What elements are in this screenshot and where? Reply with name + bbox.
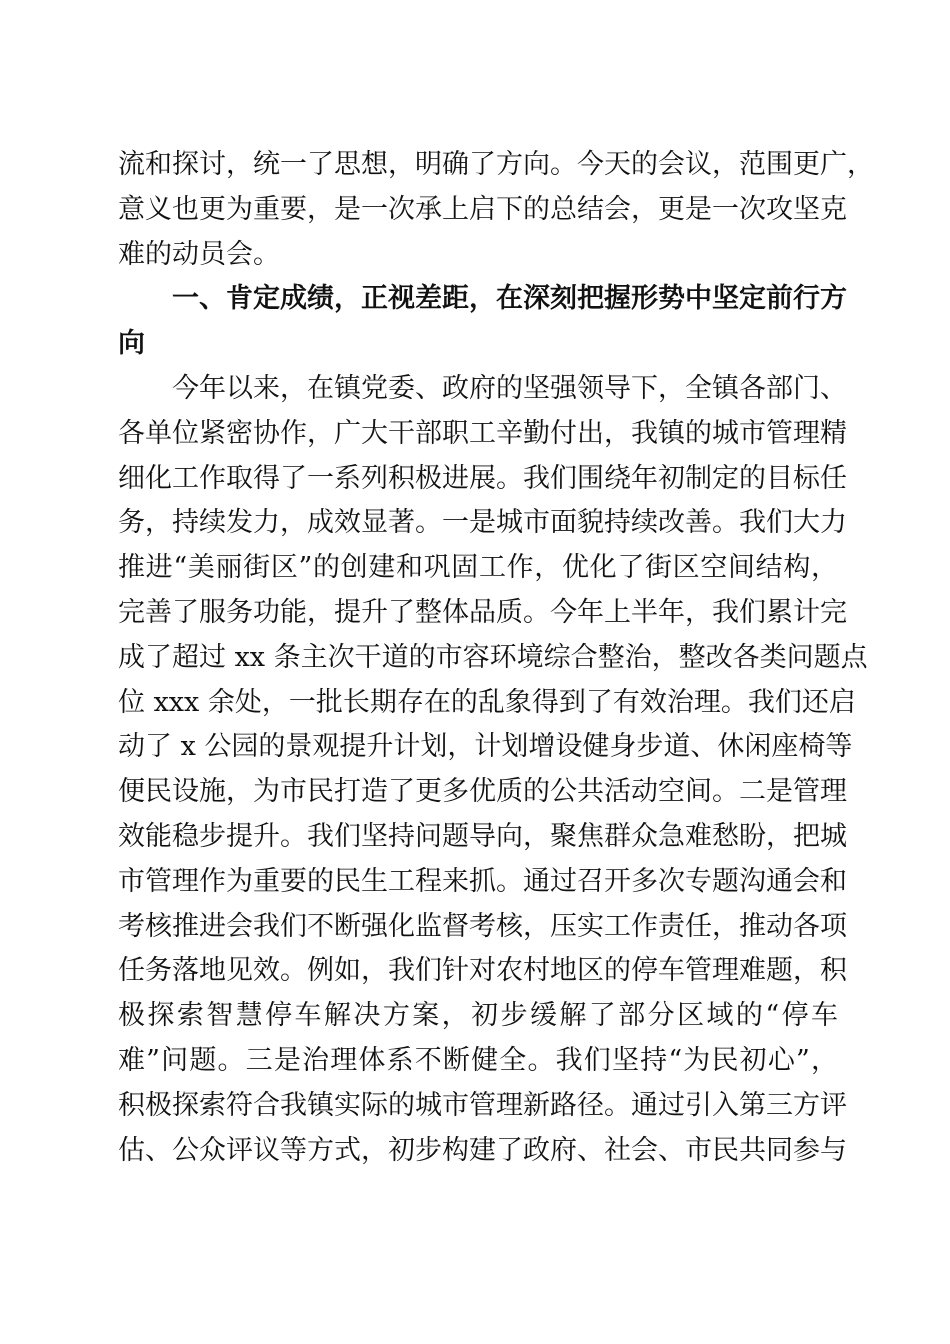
text-line: 位 xxx 余处，一批长期存在的乱象得到了有效治理。我们还启 (118, 686, 856, 718)
text-line: 便民设施，为市民打造了更多优质的公共活动空间。二是管理 (118, 776, 847, 808)
text-line: 估、公众评议等方式，初步构建了政府、社会、市民共同参与 (118, 1134, 847, 1166)
text-line: 极探索智慧停车解决方案，初步缓解了部分区域的“停车 (118, 1000, 838, 1032)
text-line: 市管理作为重要的民生工程来抓。通过召开多次专题沟通会和 (118, 865, 847, 897)
text-line: 效能稳步提升。我们坚持问题导向，聚焦群众急难愁盼，把城 (118, 820, 847, 852)
text-line: 成了超过 xx 条主次干道的市容环境综合整治，整改各类问题点 (118, 641, 868, 673)
text-line: 流和探讨，统一了思想，明确了方向。今天的会议，范围更广， (118, 149, 874, 180)
text-line: 任务落地见效。例如，我们针对农村地区的停车管理难题，积 (118, 955, 847, 987)
text-line: 务，持续发力，成效显著。一是城市面貌持续改善。我们大力 (118, 507, 847, 539)
paragraph-first-line: 今年以来，在镇党委、政府的坚强领导下，全镇各部门、 (172, 372, 847, 404)
document-body (118, 143, 874, 1173)
section-heading: 一、肯定成绩，正视差距，在深刻把握形势中坚定前行方 (172, 283, 847, 315)
text-line: 细化工作取得了一系列积极进展。我们围绕年初制定的目标任 (118, 462, 847, 494)
text-line: 难”问题。三是治理体系不断健全。我们坚持“为民初心”， (118, 1044, 838, 1076)
text-line: 完善了服务功能，提升了整体品质。今年上半年，我们累计完 (118, 596, 847, 628)
text-line: 考核推进会我们不断强化监督考核，压实工作责任，推动各项 (118, 910, 847, 942)
text-line: 难的动员会。 (118, 238, 280, 270)
text-line: 积极探索符合我镇实际的城市管理新路径。通过引入第三方评 (118, 1089, 847, 1121)
section-heading-continued: 向 (118, 328, 145, 360)
text-line: 各单位紧密协作，广大干部职工辛勤付出，我镇的城市管理精 (118, 417, 847, 449)
text-line: 推进“美丽街区”的创建和巩固工作，优化了街区空间结构， (118, 552, 838, 584)
text-line: 意义也更为重要，是一次承上启下的总结会，更是一次攻坚克 (118, 193, 847, 225)
text-line: 动了 x 公园的景观提升计划，计划增设健身步道、休闲座椅等 (118, 731, 853, 763)
